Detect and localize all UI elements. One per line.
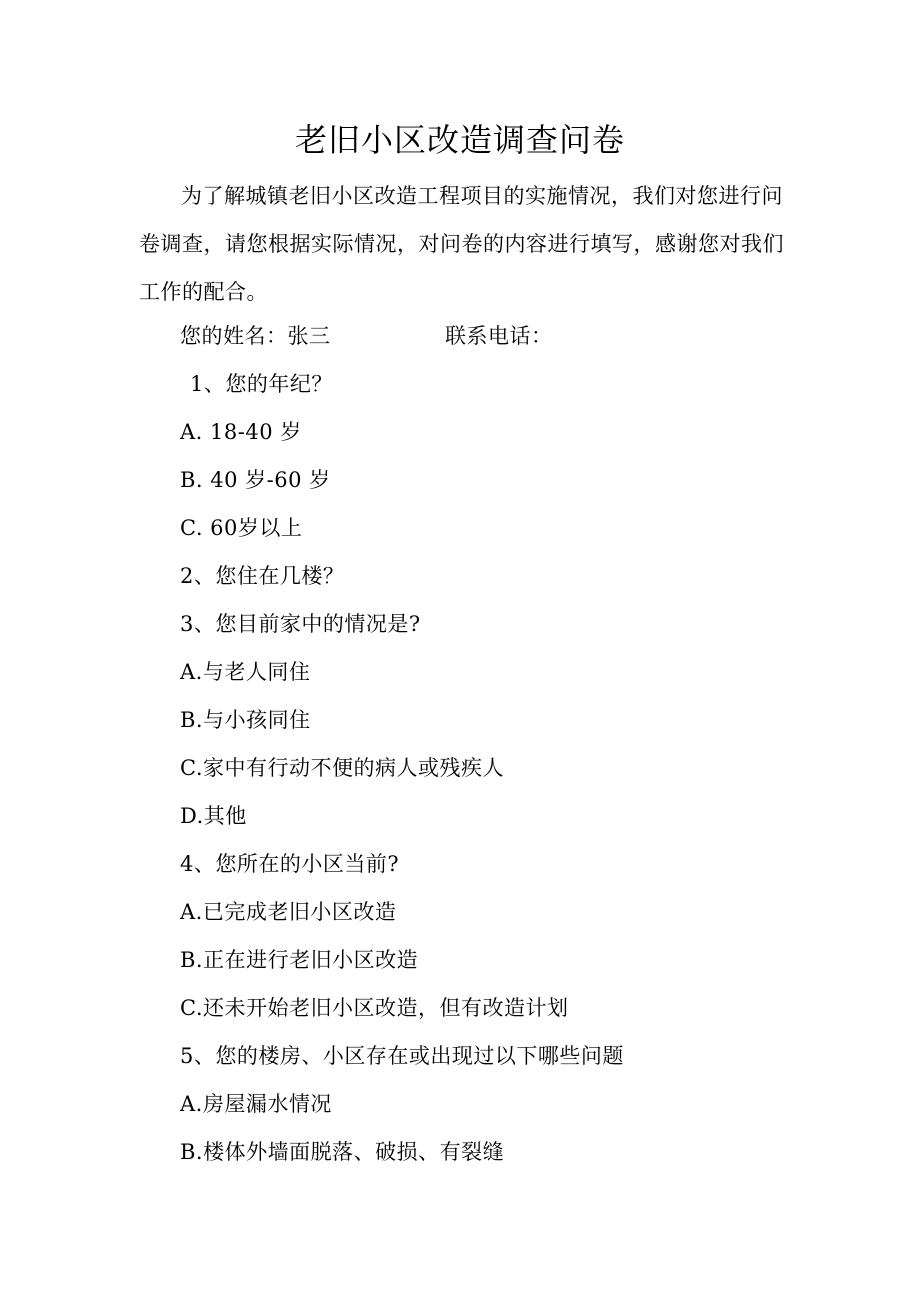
- question-3-option-c: C.家中有行动不便的病人或残疾人: [180, 756, 504, 780]
- phone-field-label: 联系电话：: [445, 324, 553, 348]
- question-2: 2、您住在几楼？: [180, 564, 345, 588]
- question-3-option-a: A.与老人同住: [180, 660, 311, 684]
- question-5-option-a: A.房屋漏水情况: [180, 1092, 332, 1116]
- question-4-option-c: C.还未开始老旧小区改造，但有改造计划: [180, 996, 569, 1020]
- question-1-option-b: B. 40 岁-60 岁: [180, 468, 331, 492]
- question-4-option-b: B.正在进行老旧小区改造: [180, 948, 419, 972]
- question-4: 4、您所在的小区当前?: [180, 852, 400, 876]
- name-field-label: 您的姓名：张三: [180, 324, 331, 348]
- question-1-option-c: C. 60岁以上: [180, 516, 303, 540]
- document-title: 老旧小区改造调查问卷: [294, 121, 625, 159]
- question-4-option-a: A.已完成老旧小区改造: [180, 900, 397, 924]
- question-1: 1、您的年纪？: [190, 372, 333, 396]
- question-3-option-d: D.其他: [180, 804, 247, 828]
- question-5: 5、您的楼房、小区存在或出现过以下哪些问题: [180, 1044, 624, 1068]
- question-3-option-b: B.与小孩同住: [180, 708, 311, 732]
- intro-paragraph: 为了解城镇老旧小区改造工程项目的实施情况，我们对您进行问卷调查，请您根据实际情况，对问卷的内容进行填写，感谢您对我们工作的配合。: [139, 184, 784, 304]
- question-3: 3、您目前家中的情况是?: [180, 612, 421, 636]
- question-5-option-b: B.楼体外墙面脱落、破损、有裂缝: [180, 1140, 505, 1164]
- question-1-option-a: A. 18-40 岁: [180, 420, 302, 444]
